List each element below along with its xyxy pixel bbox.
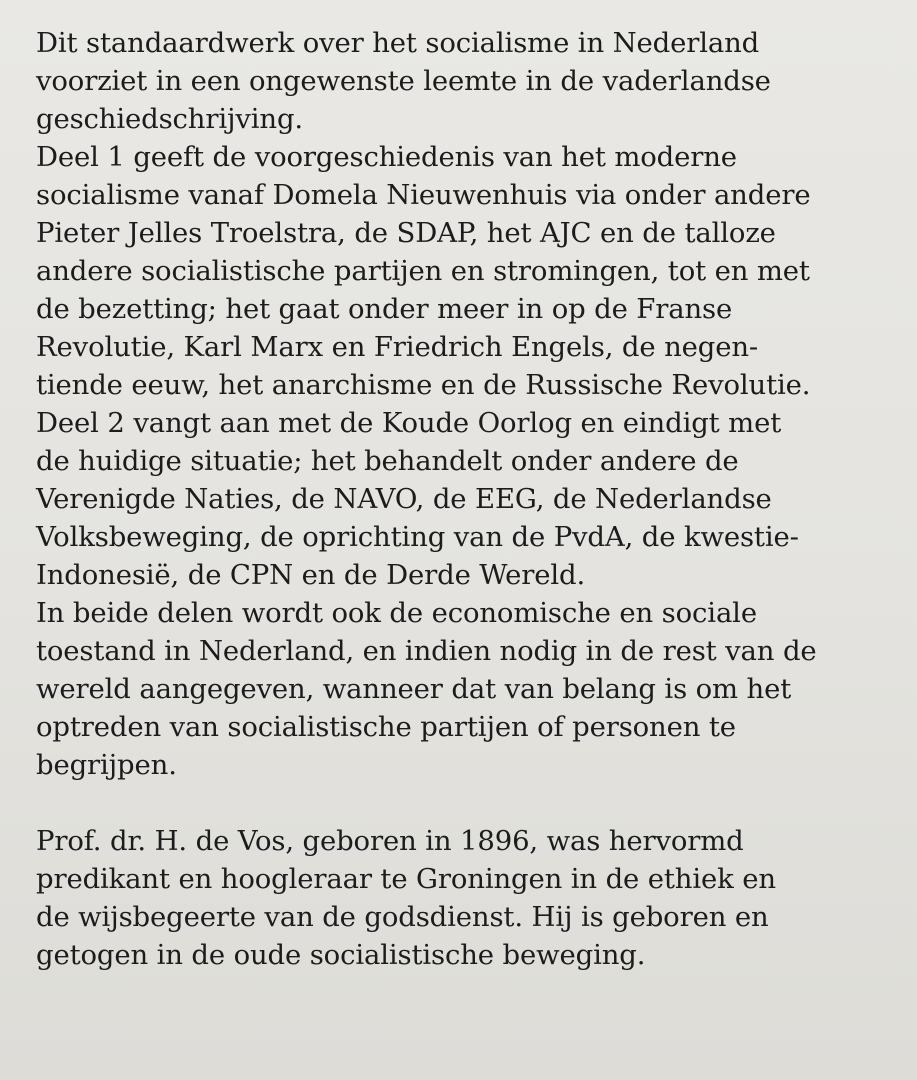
text-line: Prof. dr. H. de Vos, geboren in 1896, was hervormd	[36, 825, 744, 857]
intro-paragraph	[36, 24, 906, 138]
text-line: Deel 2 vangt aan met de Koude Oorlog en eindigt met	[36, 407, 782, 439]
text-line: andere socialistische partijen en stromingen, tot en met	[36, 255, 810, 287]
text-line: wereld aangegeven, wanneer dat van belang is om het	[36, 673, 792, 705]
text-line: Revolutie, Karl Marx en Friedrich Engels, de negen-	[36, 331, 759, 363]
text-line: geschiedschrijving.	[36, 103, 304, 135]
text-line: predikant en hoogleraar te Groningen in de ethiek en	[36, 863, 776, 895]
author-bio-paragraph	[36, 822, 906, 974]
cover-text	[36, 24, 906, 974]
text-line: toestand in Nederland, en indien nodig in de rest van de	[36, 635, 817, 667]
text-line: tiende eeuw, het anarchisme en de Russische Revolutie.	[36, 369, 811, 401]
part-2-paragraph	[36, 404, 906, 594]
text-line: Indonesië, de CPN en de Derde Wereld.	[36, 559, 586, 591]
both-parts-paragraph	[36, 594, 906, 784]
text-line: optreden van socialistische partijen of personen te	[36, 711, 736, 743]
text-line: voorziet in een ongewenste leemte in de vaderlandse	[36, 65, 771, 97]
text-line: Volksbeweging, de oprichting van de PvdA, de kwestie-	[36, 521, 799, 553]
text-line: socialisme vanaf Domela Nieuwenhuis via onder andere	[36, 179, 811, 211]
text-line: Verenigde Naties, de NAVO, de EEG, de Nederlandse	[36, 483, 772, 515]
text-line: Deel 1 geeft de voorgeschiedenis van het moderne	[36, 141, 737, 173]
text-line: de wijsbegeerte van de godsdienst. Hij is geboren en	[36, 901, 769, 933]
text-line: Pieter Jelles Troelstra, de SDAP, het AJC en de talloze	[36, 217, 776, 249]
part-1-paragraph	[36, 138, 906, 404]
text-line: begrijpen.	[36, 749, 177, 781]
text-line: de bezetting; het gaat onder meer in op de Franse	[36, 293, 733, 325]
text-line: In beide delen wordt ook de economische en sociale	[36, 597, 757, 629]
text-line: getogen in de oude socialistische beweging.	[36, 939, 646, 971]
paragraph-spacer	[36, 784, 906, 822]
text-line: de huidige situatie; het behandelt onder andere de	[36, 445, 739, 477]
text-line: Dit standaardwerk over het socialisme in Nederland	[36, 27, 760, 59]
